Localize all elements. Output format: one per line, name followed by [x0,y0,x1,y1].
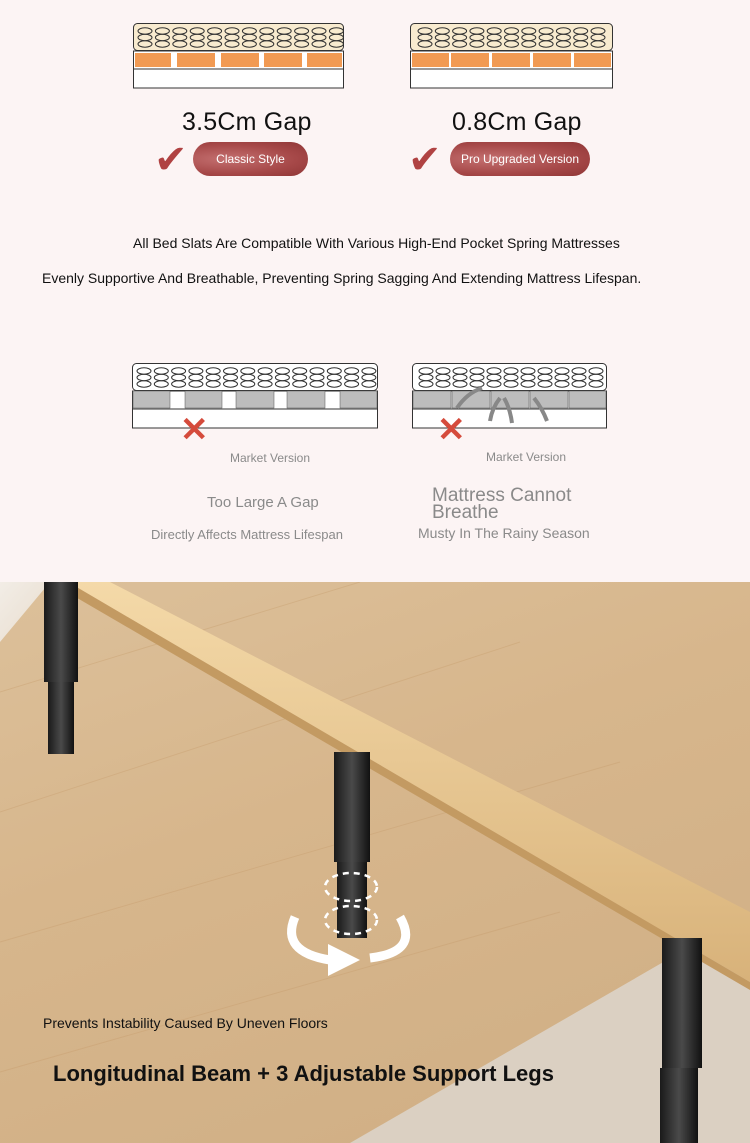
style-badge-upgraded: Pro Upgraded Version [450,142,590,176]
large-gap-title: Too Large A Gap [207,494,319,511]
market-version-tag: Market Version [230,451,311,465]
bed-frame-illustration [0,582,750,1143]
cross-icon: ✕ [437,411,466,449]
style-badge-classic: Classic Style [193,142,308,176]
support-text: Evenly Supportive And Breathable, Preventing Spring Sagging And Extending Mattress Lifespan. [42,270,642,286]
market-version-tag: Market Version [486,450,567,464]
stability-caption: Prevents Instability Caused By Uneven Floors [43,1015,328,1031]
bed-frame-photo [0,582,750,1143]
compatibility-text: All Bed Slats Are Compatible With Various High-End Pocket Spring Mattresses [133,235,620,251]
mattress-diagram-large-gap [132,363,379,429]
checkmark-icon: ✔ [408,138,442,182]
gap-title-classic: 3.5Cm Gap [182,108,312,136]
gap-title-upgraded: 0.8Cm Gap [452,108,582,136]
mattress-diagram-upgraded [410,23,614,89]
large-gap-subtitle: Directly Affects Mattress Lifespan [151,527,343,542]
checkmark-icon: ✔ [154,138,188,182]
no-breathe-title: Mattress Cannot Breathe [432,485,572,523]
feature-headline: Longitudinal Beam + 3 Adjustable Support Legs [53,1061,554,1086]
mattress-diagram-classic [133,23,345,89]
cross-icon: ✕ [180,411,209,449]
no-breathe-subtitle: Musty In The Rainy Season [418,525,590,541]
